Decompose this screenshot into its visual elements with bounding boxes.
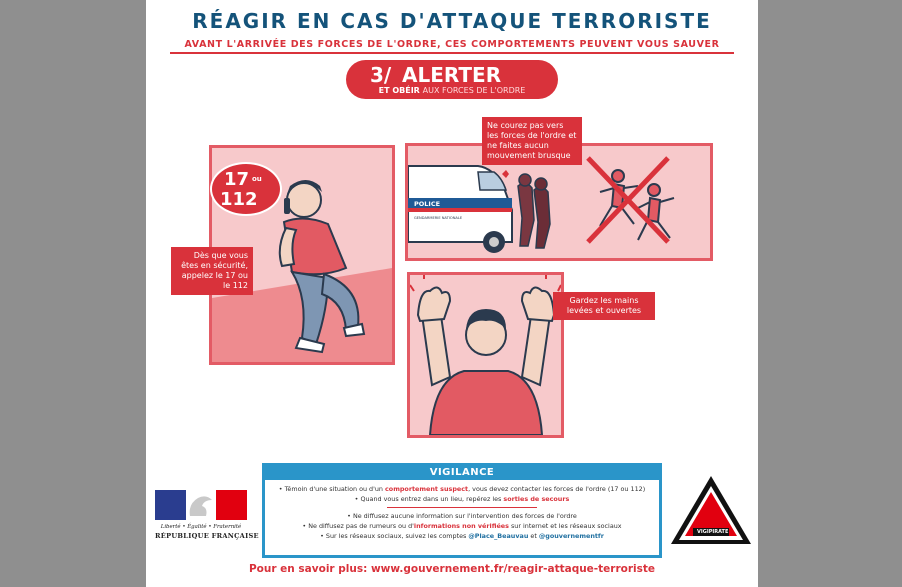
marianne-icon <box>186 490 216 520</box>
vigilance-text: • Témoin d'une situation ou d'un <box>278 485 386 493</box>
emergency-number-112: 112 <box>220 189 258 210</box>
vigilance-text: • Quand vous entrez dans un lieu, repérez les <box>354 495 504 503</box>
step-number: 3/ <box>370 63 392 87</box>
step-subtitle-lead: ET OBÉIR <box>378 86 420 95</box>
vigilance-line-rumours <box>265 521 659 531</box>
vigilance-text: et <box>528 532 539 540</box>
account-place-beauvau: @Place_Beauvau <box>468 532 529 540</box>
vigilance-emphasis: comportement suspect <box>385 485 469 493</box>
vigilance-line-no-info: • Ne diffusez aucune information sur l'intervention des forces de l'ordre <box>347 512 577 520</box>
french-flag-icon <box>155 490 247 520</box>
vigilance-emphasis: sorties de secours <box>503 495 570 503</box>
republique-francaise-logo <box>155 490 259 540</box>
footer-more-info <box>146 563 758 575</box>
subtitle-underline <box>170 52 734 54</box>
call-instruction: Dès que vous êtes en sécurité, appelez le 17 ou le 112 <box>171 247 253 295</box>
vigipirate-triangle-icon <box>669 474 753 546</box>
vigilance-line-suspect <box>265 484 659 494</box>
footer-url-link[interactable]: www.gouvernement.fr/reagir-attaque-terroriste <box>370 563 656 575</box>
poster-subtitle: AVANT L'ARRIVÉE DES FORCES DE L'ORDRE, CES COMPORTEMENTS PEUVENT VOUS SAUVER <box>184 39 720 50</box>
van-gendarmerie-label: GENDARMERIE NATIONALE <box>414 216 463 220</box>
account-gouvernementfr: @gouvernementfr <box>538 532 604 540</box>
footer-lead: Pour en savoir plus: <box>248 563 371 575</box>
vigilance-line-exits <box>265 494 659 504</box>
emergency-number-or: ou <box>252 175 262 183</box>
vigilance-emphasis: informations non vérifiées <box>413 522 509 530</box>
vigilance-text: • Sur les réseaux sociaux, suivez les comptes <box>320 532 469 540</box>
poster <box>146 0 758 587</box>
hands-instruction: Gardez les mains levées et ouvertes <box>553 292 655 320</box>
republique-name: RÉPUBLIQUE FRANÇAISE <box>155 532 259 540</box>
step-title: ALERTER <box>402 63 502 87</box>
emergency-numbers-badge <box>210 162 282 216</box>
vigipirate-label: VIGIPIRATE <box>697 529 729 535</box>
vigilance-text: • Ne diffusez pas de rumeurs ou d' <box>302 522 414 530</box>
step-banner <box>346 60 558 99</box>
man-hands-raised-illustration <box>410 275 561 435</box>
step-subtitle <box>346 86 558 95</box>
emergency-number-17: 17 <box>224 169 250 190</box>
poster-title: RÉAGIR EN CAS D'ATTAQUE TERRORISTE <box>192 9 712 33</box>
vigilance-heading: VIGILANCE <box>265 466 659 480</box>
hands-up-illustration <box>407 272 564 438</box>
vigilance-line-accounts <box>265 531 659 541</box>
police-instruction: Ne courez pas vers les forces de l'ordre et ne faites aucun mouvement brusque <box>482 117 582 165</box>
vigilance-text: , vous devez contacter les forces de l'ordre (17 ou 112) <box>468 485 646 493</box>
step-subtitle-rest: AUX FORCES DE L'ORDRE <box>422 86 526 95</box>
vigilance-text: sur internet et les réseaux sociaux <box>508 522 622 530</box>
vigilance-separator <box>387 507 537 508</box>
vigilance-box <box>262 463 662 558</box>
vigipirate-logo <box>669 474 753 546</box>
van-police-label: POLICE <box>414 200 441 208</box>
republique-motto: Liberté • Égalité • Fraternité <box>160 524 242 530</box>
